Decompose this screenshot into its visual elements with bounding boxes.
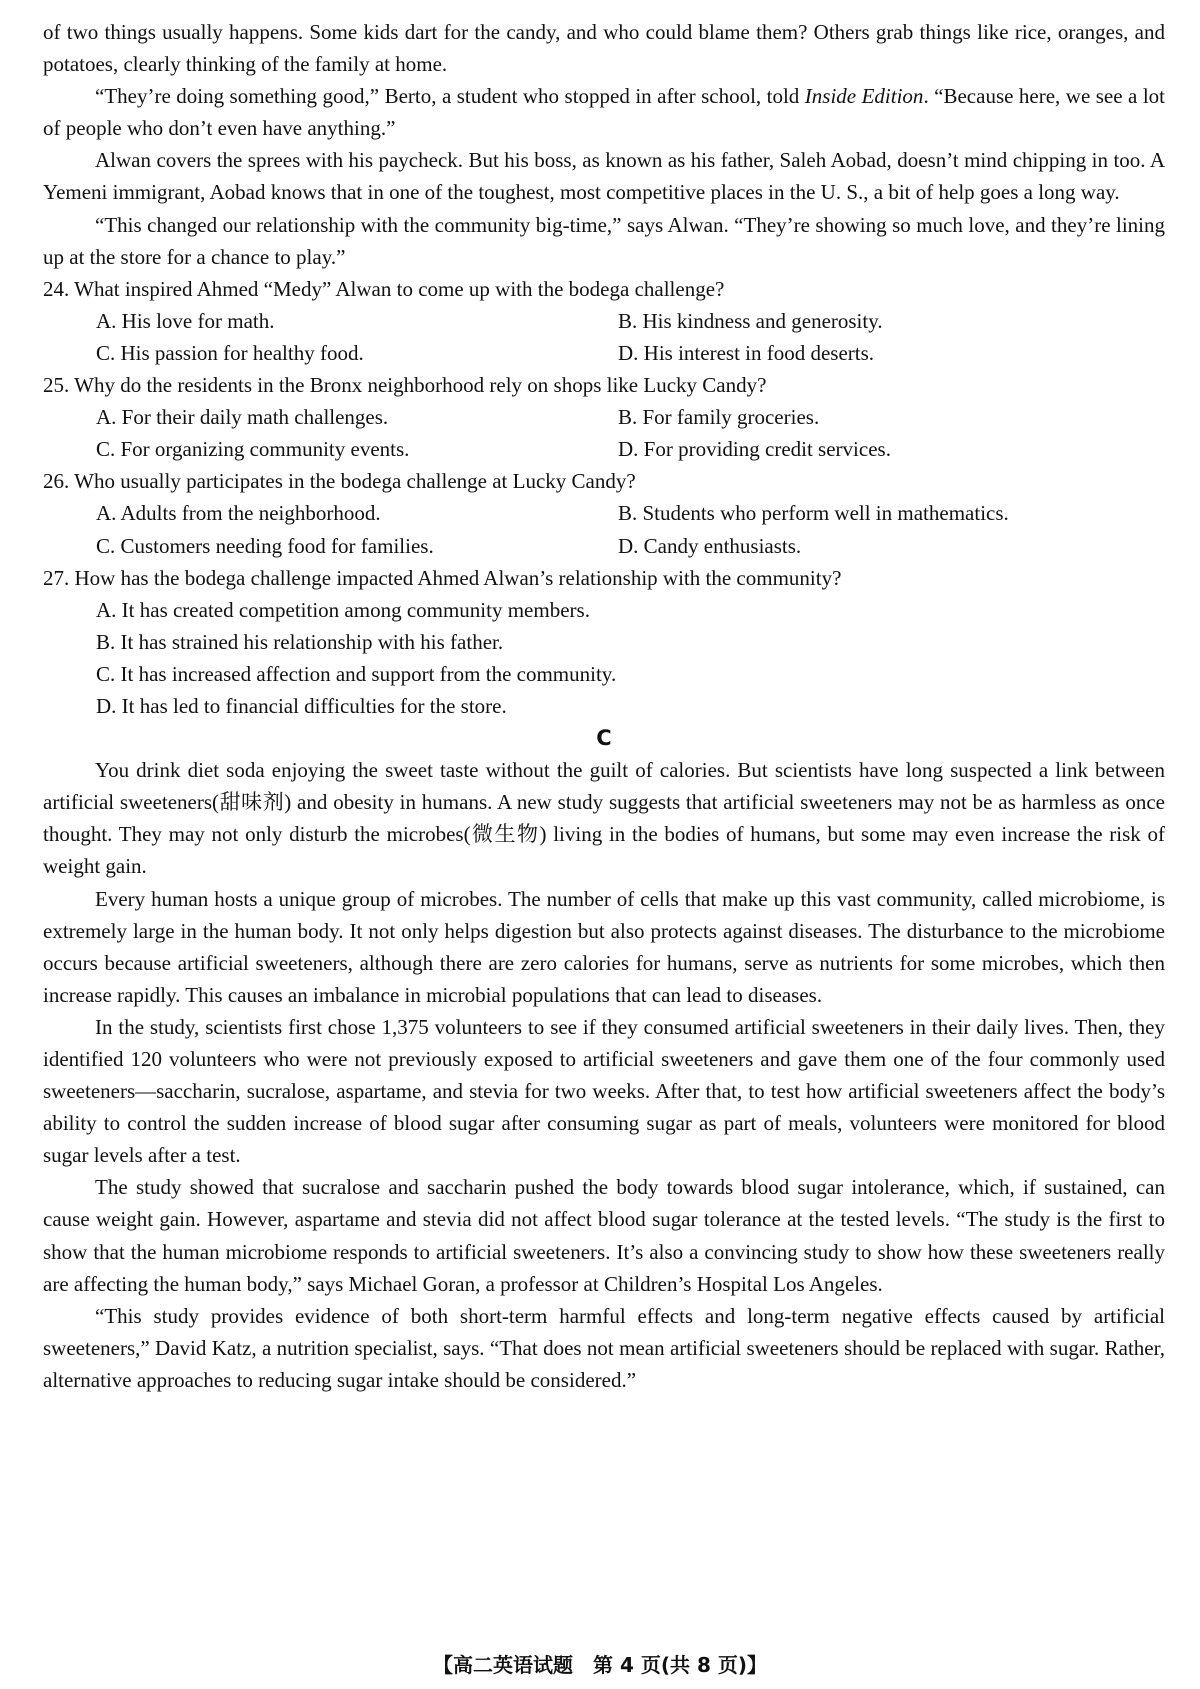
passage-c-paragraph-5: “This study provides evidence of both short-term harmful effects and long-term negative effects caused by artificial sweeteners,” David Katz, a nutrition specialist, says. “That does not mean artificial sweeteners should be replaced with sugar. Rather, alternative approaches to reducing sugar intake should be considered.” bbox=[43, 1303, 1165, 1392]
passage-b-paragraph-2 bbox=[43, 80, 1165, 144]
option-b: B. It has strained his relationship with his father. bbox=[96, 629, 504, 654]
option-c: C. It has increased affection and support from the community. bbox=[96, 661, 617, 686]
option-d: D. For providing credit services. bbox=[618, 437, 891, 462]
question-27-options bbox=[43, 594, 1165, 722]
passage-b-paragraph-3: Alwan covers the sprees with his paycheck. But his boss, as known as his father, Saleh Aobad, doesn’t mind chipping in too. A Yemeni immigrant, Aobad knows that in one of the toughest, most competitive places in the U. S., a bit of help goes a long way. bbox=[43, 148, 1165, 205]
option-c: C. His passion for healthy food. bbox=[96, 340, 364, 365]
option-d: D. Candy enthusiasts. bbox=[618, 533, 802, 558]
option-b: B. For family groceries. bbox=[618, 405, 820, 430]
question-26: 26. Who usually participates in the bodega challenge at Lucky Candy? bbox=[43, 469, 636, 494]
question-24: 24. What inspired Ahmed “Medy” Alwan to come up with the bodega challenge? bbox=[43, 276, 725, 301]
passage-b-paragraph-1: of two things usually happens. Some kids dart for the candy, and who could blame them? Others grab things like rice, oranges, and potatoes, clearly thinking of the family at home. bbox=[43, 20, 1165, 77]
question-24-options bbox=[43, 305, 1165, 369]
option-b: B. Students who perform well in mathematics. bbox=[618, 501, 1009, 526]
option-a: A. For their daily math challenges. bbox=[96, 405, 389, 430]
source-name: Inside Edition bbox=[804, 84, 924, 109]
question-27: 27. How has the bodega challenge impacted Ahmed Alwan’s relationship with the community? bbox=[43, 565, 842, 590]
option-b: B. His kindness and generosity. bbox=[618, 308, 883, 333]
quote-text-after: . “Because here, we see a lot of people who don’t even have anything.” bbox=[43, 84, 1166, 141]
passage-b-paragraph-4: “This changed our relationship with the community big-time,” says Alwan. “They’re showing so much love, and they’re lining up at the store for a chance to play.” bbox=[43, 212, 1165, 269]
page-footer: 【高二英语试题 第 4 页(共 8 页)】 bbox=[433, 1653, 767, 1677]
passage-c-paragraph-2: Every human hosts a unique group of microbes. The number of cells that make up this vast community, called microbiome, is extremely large in the human body. It not only helps digestion but also protects against diseases. The disturbance to the microbiome occurs because artificial sweeteners, although there are zero calories for humans, serve as nutrients for some microbes, which then increase rapidly. This causes an imbalance in microbial populations that can lead to diseases. bbox=[43, 886, 1165, 1007]
passage-c-paragraph-3: In the study, scientists first chose 1,375 volunteers to see if they consumed artificial sweeteners in their daily lives. Then, they identified 120 volunteers who were not previously exposed to artificial sweeteners and gave them one of the four commonly used sweeteners—saccharin, sucralose, aspartame, and stevia for two weeks. After that, to test how artificial sweeteners affect the body’s ability to control the sudden increase of blood sugar after consuming sugar as part of meals, volunteers were monitored for blood sugar levels after a test. bbox=[43, 1014, 1165, 1168]
option-a: A. His love for math. bbox=[96, 308, 275, 333]
section-c-heading: C bbox=[596, 726, 612, 751]
passage-c-paragraph-4: The study showed that sucralose and saccharin pushed the body towards blood sugar intolerance, which, if sustained, can cause weight gain. However, aspartame and stevia did not affect blood sugar tolerance at the tested levels. “The study is the first to show that the human microbiome responds to artificial sweeteners. It’s also a convincing study to show how these sweeteners really are affecting the human body,” says Michael Goran, a professor at Children’s Hospital Los Angeles. bbox=[43, 1175, 1165, 1296]
quote-text-before: “They’re doing something good,” Berto, a student who stopped in after school, told bbox=[95, 84, 805, 109]
question-26-options bbox=[43, 497, 1165, 561]
passage-c-paragraph-1: You drink diet soda enjoying the sweet taste without the guilt of calories. But scientists have long suspected a link between artificial sweeteners(甜味剂) and obesity in humans. A new study suggests that artificial sweeteners may not be as harmless as once thought. They may not only disturb the microbes(微生物) living in the bodies of humans, but some may even increase the risk of weight gain. bbox=[43, 758, 1165, 879]
option-c: C. For organizing community events. bbox=[96, 437, 410, 462]
exam-page bbox=[43, 16, 1165, 1396]
option-d: D. His interest in food deserts. bbox=[618, 340, 875, 365]
option-a: A. It has created competition among community members. bbox=[96, 597, 590, 622]
question-25-options bbox=[43, 401, 1165, 465]
question-25: 25. Why do the residents in the Bronx neighborhood rely on shops like Lucky Candy? bbox=[43, 373, 767, 398]
option-a: A. Adults from the neighborhood. bbox=[96, 501, 381, 526]
option-c: C. Customers needing food for families. bbox=[96, 533, 434, 558]
option-d: D. It has led to financial difficulties for the store. bbox=[96, 693, 507, 718]
